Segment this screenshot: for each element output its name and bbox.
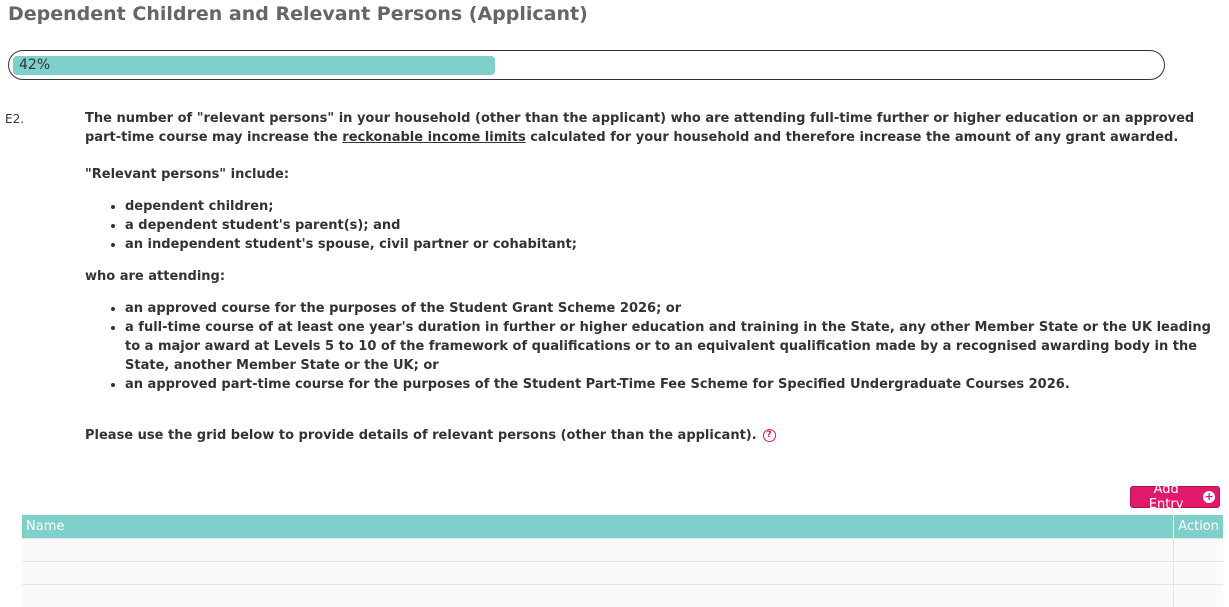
grid-header-row (22, 515, 1223, 539)
grid-prompt-text: Please use the grid below to provide details of relevant persons (other than the applicant). (85, 428, 757, 443)
list-item: • an approved course for the purposes of the Student Grant Scheme 2026; or (125, 299, 1217, 318)
grid-prompt (85, 426, 1217, 445)
action-cell (1174, 539, 1223, 562)
list-item: • an independent student's spouse, civil partner or cohabitant; (125, 235, 1217, 254)
table-row (22, 585, 1223, 607)
include-list (85, 197, 1217, 254)
table-row (22, 539, 1223, 562)
name-cell (22, 562, 1174, 585)
progress-fill (13, 56, 495, 75)
attending-list (85, 299, 1217, 394)
list-item: • a dependent student's parent(s); and (125, 216, 1217, 235)
progress-label: 42% (19, 56, 50, 75)
add-entry-label: Add Entry (1135, 482, 1197, 512)
relevant-persons-grid (22, 515, 1223, 607)
action-cell (1174, 585, 1223, 607)
list-item: • dependent children; (125, 197, 1217, 216)
reckonable-income-limits-link[interactable]: reckonable income limits (342, 130, 525, 145)
attending-heading: who are attending: (85, 267, 1217, 286)
add-entry-button[interactable] (1130, 486, 1220, 508)
progress-bar (8, 50, 1165, 80)
page-title: Dependent Children and Relevant Persons (Applicant) (8, 3, 588, 25)
include-heading: "Relevant persons" include: (85, 165, 1217, 184)
plus-circle-icon: + (1203, 491, 1215, 503)
intro-paragraph (85, 109, 1217, 147)
column-header-action: Action (1174, 515, 1223, 539)
table-row (22, 562, 1223, 585)
help-icon[interactable]: ? (763, 429, 776, 442)
list-item: • an approved part-time course for the purposes of the Student Part-Time Fee Scheme for Specified Undergraduate Courses 2026. (125, 375, 1217, 394)
question-number: E2. (5, 112, 24, 126)
name-cell (22, 585, 1174, 607)
intro-text: The number of "relevant persons" in your household (other than the applicant) who are attending full-time further or higher education or an approved part-time course may increase the (85, 111, 1194, 145)
action-cell (1174, 562, 1223, 585)
question-content (85, 109, 1217, 445)
name-cell (22, 539, 1174, 562)
column-header-name[interactable]: Name (22, 515, 1174, 539)
intro-text-end: calculated for your household and therefore increase the amount of any grant awarded. (526, 130, 1179, 145)
list-item: • a full-time course of at least one year's duration in further or higher education and training in the State, any other Member State or the UK leading to a major award at Levels 5 to 10 of the framework of qualifications or to an equivalent qualification made by a recognised awarding body in the State, another Member State or the UK; or (125, 318, 1217, 375)
